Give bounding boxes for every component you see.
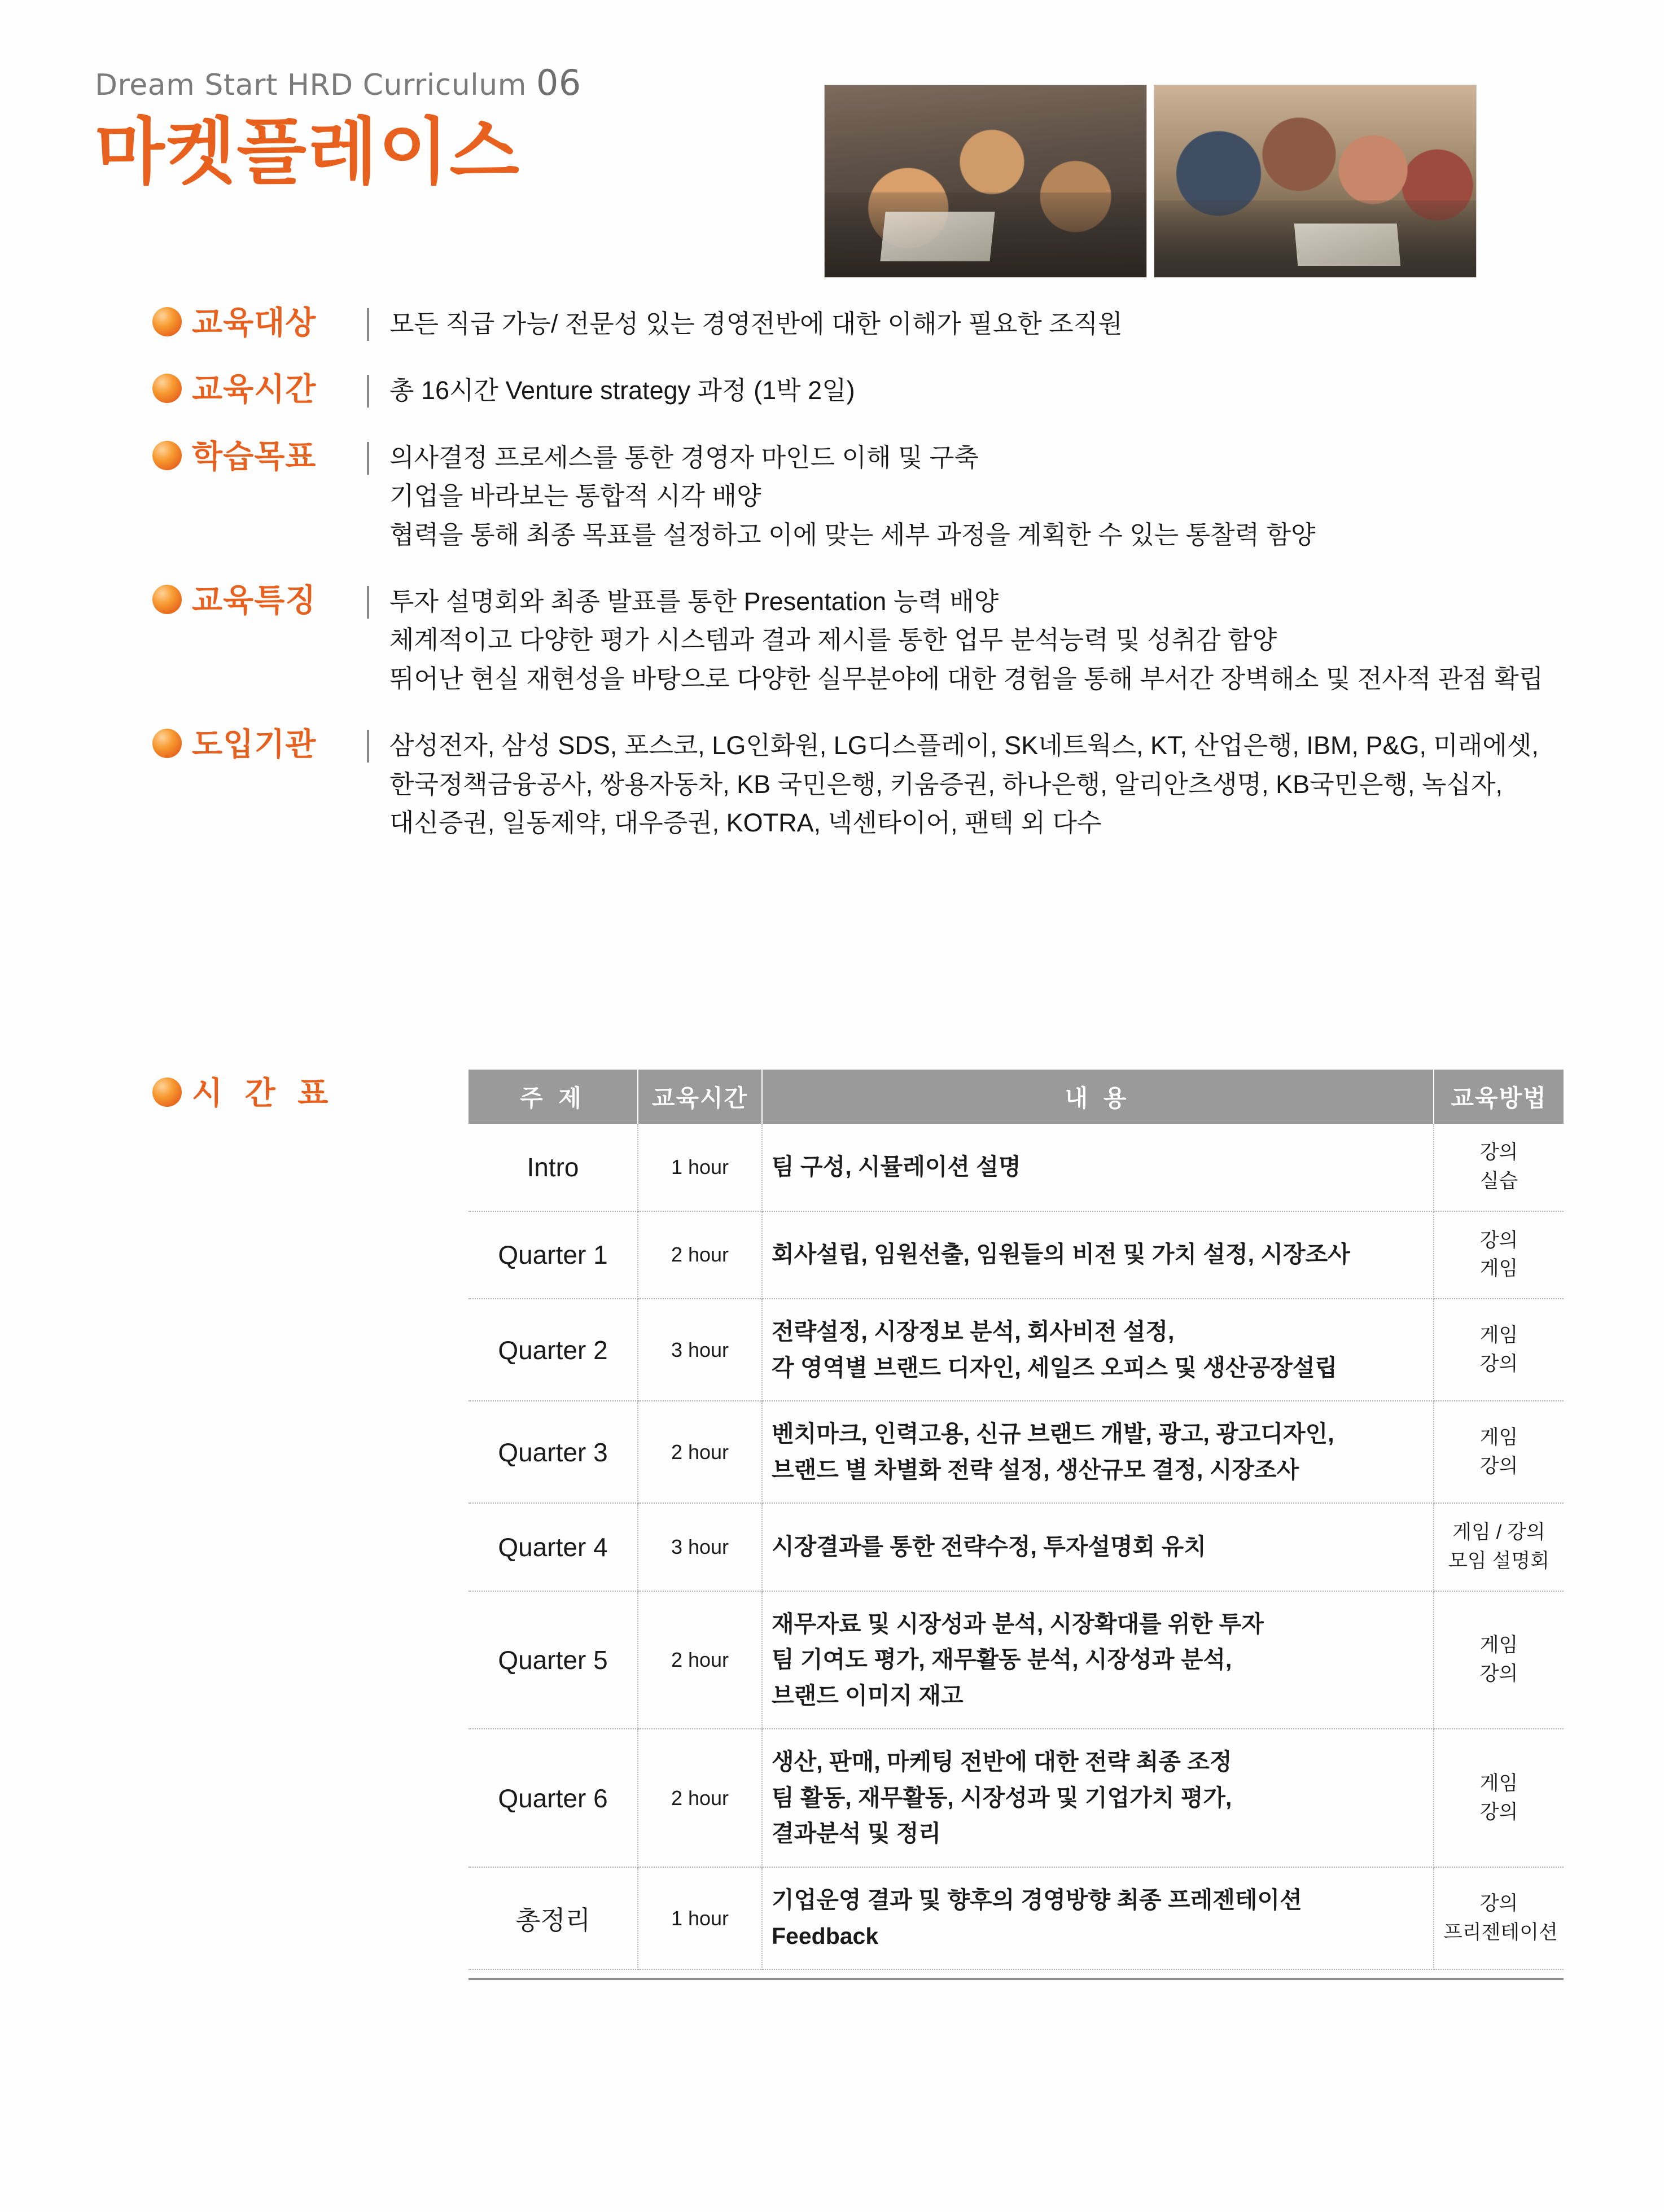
method-line: 강의 — [1479, 1455, 1518, 1477]
timetable-section — [152, 1070, 1564, 1980]
info-line: 협력을 통해 최종 목표를 설정하고 이에 맞는 세부 과정을 계획한 수 있는 통찰력 함양 — [389, 520, 1316, 549]
cell-topic: Intro — [468, 1124, 638, 1211]
info-label: 학습목표 — [192, 438, 317, 474]
column-header-method: 교육방법 — [1434, 1070, 1564, 1124]
bullet-circle-icon — [152, 585, 182, 614]
cell-method — [1434, 1299, 1564, 1401]
timetable — [468, 1070, 1564, 1970]
content-line: 벤치마크, 인력고용, 신규 브랜드 개발, 광고, 광고디자인, — [772, 1421, 1334, 1447]
method-line: 강의 — [1479, 1141, 1518, 1163]
method-line: 게임 — [1479, 1426, 1518, 1448]
header-photo-group — [824, 85, 1477, 278]
cell-time: 1 hour — [638, 1867, 762, 1969]
method-line: 게임 — [1479, 1772, 1518, 1794]
cell-time: 3 hour — [638, 1299, 762, 1401]
info-value-block — [389, 305, 1564, 343]
info-label: 교육시간 — [192, 371, 317, 408]
info-row-duration — [152, 371, 1564, 410]
cell-time: 2 hour — [638, 1729, 762, 1867]
cell-method — [1434, 1729, 1564, 1867]
table-row — [468, 1591, 1564, 1729]
method-line: 강의 — [1479, 1892, 1518, 1915]
vertical-divider — [367, 375, 369, 408]
info-value-block — [389, 726, 1564, 842]
content-line: Feedback — [772, 1922, 879, 1949]
column-header-content: 내 용 — [762, 1070, 1434, 1124]
info-line: 모든 직급 가능/ 전문성 있는 경영전반에 대한 이해가 필요한 조직원 — [389, 309, 1123, 338]
info-row-features — [152, 582, 1564, 698]
cell-topic: Quarter 4 — [468, 1503, 638, 1591]
content-line: 팀 기여도 평가, 재무활동 분석, 시장성과 분석, — [772, 1646, 1232, 1673]
cell-method — [1434, 1591, 1564, 1729]
cell-time: 2 hour — [638, 1401, 762, 1503]
timetable-label-block — [152, 1070, 468, 1111]
info-row-objectives — [152, 439, 1564, 554]
info-line: 한국정책금융공사, 쌍용자동차, KB 국민은행, 키움증권, 하나은행, 알리안츠생명, KB국민은행, 녹십자, — [389, 769, 1503, 799]
content-line: 전략설정, 시장정보 분석, 회사비전 설정, — [772, 1319, 1175, 1344]
cell-content — [762, 1503, 1434, 1591]
method-line: 모임 설명회 — [1448, 1549, 1549, 1572]
info-value-block — [389, 582, 1564, 698]
content-line: 결과분석 및 정리 — [772, 1820, 942, 1847]
table-row — [468, 1503, 1564, 1591]
cell-topic: Quarter 3 — [468, 1401, 638, 1503]
bullet-circle-icon — [152, 374, 182, 403]
bullet-circle-icon — [152, 441, 182, 470]
table-row — [468, 1299, 1564, 1401]
cell-content — [762, 1867, 1434, 1969]
content-line: 팀 활동, 재무활동, 시장성과 및 기업가치 평가, — [772, 1784, 1232, 1811]
info-line: 투자 설명회와 최종 발표를 통한 Presentation 능력 배양 — [389, 586, 999, 616]
info-row-clients — [152, 726, 1564, 842]
method-line: 게임 — [1479, 1324, 1518, 1346]
method-line: 게임 / 강의 — [1452, 1521, 1545, 1544]
table-header-row — [468, 1070, 1564, 1124]
cell-method — [1434, 1867, 1564, 1969]
content-line: 재무자료 및 시장성과 분석, 시장확대를 위한 투자 — [772, 1610, 1264, 1637]
cell-content — [762, 1729, 1434, 1867]
info-line: 체계적이고 다양한 평가 시스템과 결과 제시를 통한 업무 분석능력 및 성취감 함양 — [389, 625, 1277, 655]
timetable-label: 시 간 표 — [192, 1075, 335, 1111]
method-line: 강의 — [1479, 1663, 1518, 1685]
method-line: 게임 — [1479, 1634, 1518, 1657]
cell-method — [1434, 1211, 1564, 1299]
bullet-circle-icon — [152, 307, 182, 336]
table-row — [468, 1211, 1564, 1299]
cell-time: 1 hour — [638, 1124, 762, 1211]
info-line: 총 16시간 Venture strategy 과정 (1박 2일) — [389, 376, 855, 405]
info-line: 의사결정 프로세스를 통한 경영자 마인드 이해 및 구축 — [389, 443, 979, 472]
workshop-photo-left — [824, 85, 1147, 278]
cell-topic: Quarter 6 — [468, 1729, 638, 1867]
cell-topic: Quarter 2 — [468, 1299, 638, 1401]
column-header-topic: 주 제 — [468, 1070, 638, 1124]
info-line: 삼성전자, 삼성 SDS, 포스코, LG인화원, LG디스플레이, SK네트웍스, KT, 산업은행, IBM, P&G, 미래에셋, — [389, 731, 1539, 760]
method-line: 게임 — [1479, 1258, 1518, 1280]
table-row — [468, 1867, 1564, 1969]
cell-content — [762, 1299, 1434, 1401]
content-line: 각 영역별 브랜드 디자인, 세일즈 오피스 및 생산공장설립 — [772, 1354, 1338, 1381]
vertical-divider — [367, 442, 369, 475]
kicker-number: 06 — [536, 62, 581, 103]
content-line: 기업운영 결과 및 향후의 경영방향 최종 프레젠테이션 — [772, 1886, 1302, 1913]
cell-method — [1434, 1124, 1564, 1211]
info-value-block — [389, 371, 1564, 410]
info-line: 뛰어난 현실 재현성을 바탕으로 다양한 실무분야에 대한 경험을 통해 부서간 장벽해소 및 전사적 관점 확립 — [389, 664, 1544, 693]
cell-content — [762, 1401, 1434, 1503]
content-line: 시장결과를 통한 전략수정, 투자설명회 유치 — [772, 1534, 1206, 1560]
info-section — [152, 305, 1564, 870]
column-header-time: 교육시간 — [638, 1070, 762, 1124]
info-line: 기업을 바라보는 통합적 시각 배양 — [389, 481, 761, 511]
info-value-block — [389, 439, 1564, 554]
cell-content — [762, 1591, 1434, 1729]
content-line: 팀 구성, 시뮬레이션 설명 — [772, 1153, 1021, 1180]
method-line: 실습 — [1479, 1169, 1518, 1192]
vertical-divider — [367, 586, 369, 619]
method-line: 강의 — [1479, 1229, 1518, 1251]
table-row — [468, 1124, 1564, 1211]
cell-topic: Quarter 5 — [468, 1591, 638, 1729]
cell-topic: Quarter 1 — [468, 1211, 638, 1299]
bullet-circle-icon — [152, 1077, 182, 1107]
method-line: 프리젠테이션 — [1443, 1921, 1558, 1943]
content-line: 회사설립, 임원선출, 임원들의 비전 및 가치 설정, 시장조사 — [772, 1241, 1350, 1268]
content-line: 브랜드 별 차별화 전략 설정, 생산규모 결정, 시장조사 — [772, 1456, 1299, 1483]
info-label: 교육특징 — [192, 582, 317, 618]
info-row-target — [152, 305, 1564, 343]
cell-content — [762, 1124, 1434, 1211]
page-title: 마켓플레이스 — [95, 112, 520, 192]
vertical-divider — [367, 308, 369, 341]
content-line: 브랜드 이미지 재고 — [772, 1682, 964, 1709]
bullet-circle-icon — [152, 729, 182, 758]
workshop-photo-right — [1154, 85, 1477, 278]
method-line: 강의 — [1479, 1801, 1518, 1823]
cell-topic: 총정리 — [468, 1867, 638, 1969]
cell-method — [1434, 1503, 1564, 1591]
cell-time: 3 hour — [638, 1503, 762, 1591]
kicker-text: Dream Start HRD Curriculum — [95, 68, 527, 102]
timetable-bottom-rule — [468, 1978, 1564, 1980]
info-line: 대신증권, 일동제약, 대우증권, KOTRA, 넥센타이어, 팬텍 외 다수 — [389, 808, 1102, 837]
method-line: 강의 — [1479, 1352, 1518, 1375]
cell-content — [762, 1211, 1434, 1299]
vertical-divider — [367, 730, 369, 763]
cell-time: 2 hour — [638, 1591, 762, 1729]
content-line: 생산, 판매, 마케팅 전반에 대한 전략 최종 조정 — [772, 1749, 1232, 1775]
info-label: 도입기관 — [192, 726, 317, 763]
table-row — [468, 1729, 1564, 1867]
cell-method — [1434, 1401, 1564, 1503]
table-row — [468, 1401, 1564, 1503]
info-label: 교육대상 — [192, 305, 317, 340]
cell-time: 2 hour — [638, 1211, 762, 1299]
